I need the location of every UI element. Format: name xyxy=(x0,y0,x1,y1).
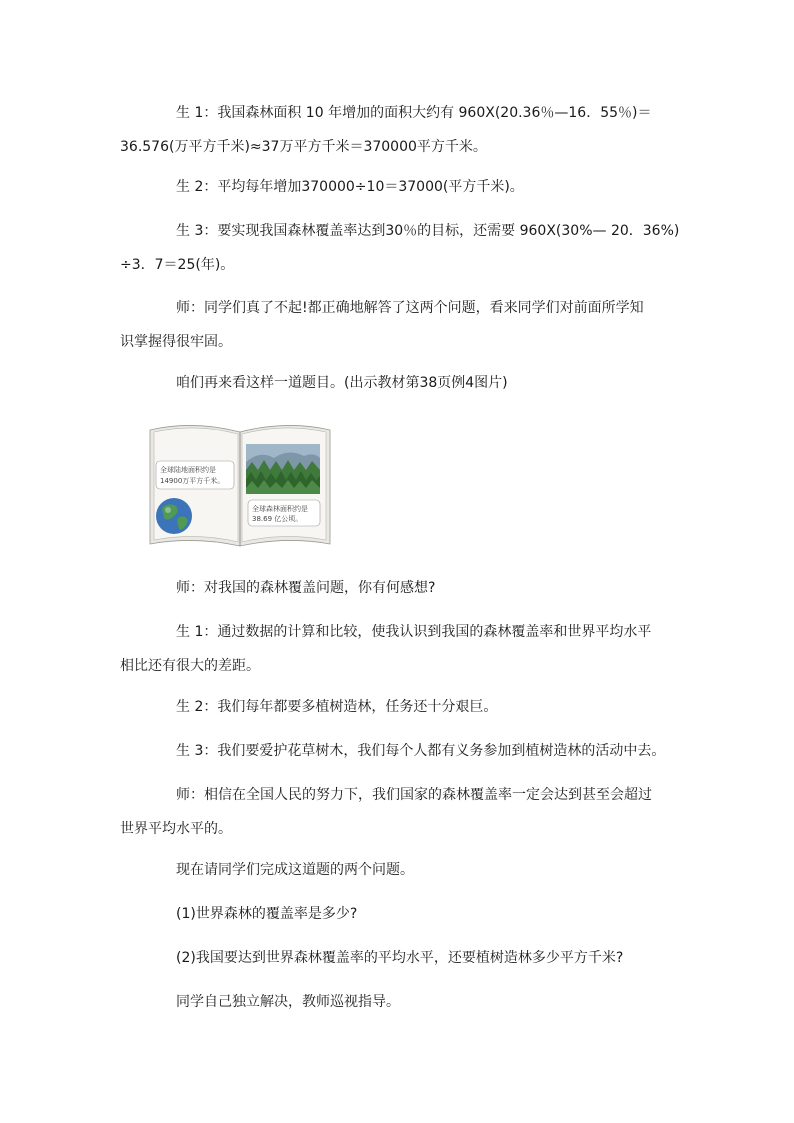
paragraph-question-2 xyxy=(120,941,680,975)
paragraph-question-1 xyxy=(120,897,680,931)
text-line: 相比还有很大的差距。 xyxy=(120,658,260,674)
paragraph-student1-thought xyxy=(120,615,680,683)
paragraph-teacher-praise xyxy=(120,291,680,359)
paragraph-student3-calc xyxy=(120,214,680,282)
text-line: 师：相信在全国人民的努力下，我们国家的森林覆盖率一定会达到甚至会超过 xyxy=(176,787,652,803)
text-line: (2)我国要达到世界森林覆盖率的平均水平，还要植树造林多少平方千米? xyxy=(176,950,624,966)
globe-icon xyxy=(156,498,192,534)
text-line: 36.576(万平方千米)≈37万平方千米＝370000平方千米。 xyxy=(120,139,487,155)
paragraph-new-problem xyxy=(120,366,680,400)
forest-picture xyxy=(246,444,320,494)
paragraph-teacher-encouragement xyxy=(120,778,680,846)
text-line: (1)世界森林的覆盖率是多少? xyxy=(176,906,358,922)
text-line: 咱们再来看这样一道题目。(出示教材第38页例4图片) xyxy=(176,375,508,391)
text-line: 生 2：平均每年增加370000÷10＝37000(平方千米)。 xyxy=(176,179,524,195)
text-line: 生 1：我国森林面积 10 年增加的面积大约有 960X(20.36％—16．55％)＝ xyxy=(176,105,652,121)
text-line: 师：同学们真了不起!都正确地解答了这两个问题，看来同学们对前面所学知 xyxy=(176,300,644,316)
textbook-figure xyxy=(148,418,332,550)
text-line: 同学自己独立解决，教师巡视指导。 xyxy=(176,994,400,1010)
paragraph-student2-thought xyxy=(120,690,680,724)
land-area-caption-line1: 全球陆地面积约是 xyxy=(160,466,216,474)
land-area-caption-line2: 14900万平方千米。 xyxy=(160,477,225,485)
paragraph-task-intro xyxy=(120,853,680,887)
text-line: 识掌握得很牢固。 xyxy=(120,334,232,350)
paragraph-student2-calc xyxy=(120,170,680,204)
text-line: 现在请同学们完成这道题的两个问题。 xyxy=(176,862,414,878)
paragraph-teacher-question xyxy=(120,571,680,605)
paragraph-student1-calc xyxy=(120,96,680,164)
text-line: 生 3：要实现我国森林覆盖率达到30％的目标，还需要 960X(30%— 20．36%) xyxy=(176,223,680,239)
paragraph-instruction xyxy=(120,985,680,1019)
text-line: 生 2：我们每年都要多植树造林，任务还十分艰巨。 xyxy=(176,699,498,715)
text-line: 师：对我国的森林覆盖问题，你有何感想? xyxy=(176,580,436,596)
forest-area-caption-line2: 38.69 亿公顷。 xyxy=(252,515,303,523)
text-line: 生 3：我们要爱护花草树木，我们每个人都有义务参加到植树造林的活动中去。 xyxy=(176,743,666,759)
text-line: ÷3．7＝25(年)。 xyxy=(120,257,235,273)
forest-area-caption-line1: 全球森林面积约是 xyxy=(252,505,308,513)
text-line: 世界平均水平的。 xyxy=(120,821,232,837)
paragraph-student3-thought xyxy=(120,734,680,768)
text-line: 生 1：通过数据的计算和比较，使我认识到我国的森林覆盖率和世界平均水平 xyxy=(176,624,652,640)
open-book-illustration xyxy=(148,418,332,550)
